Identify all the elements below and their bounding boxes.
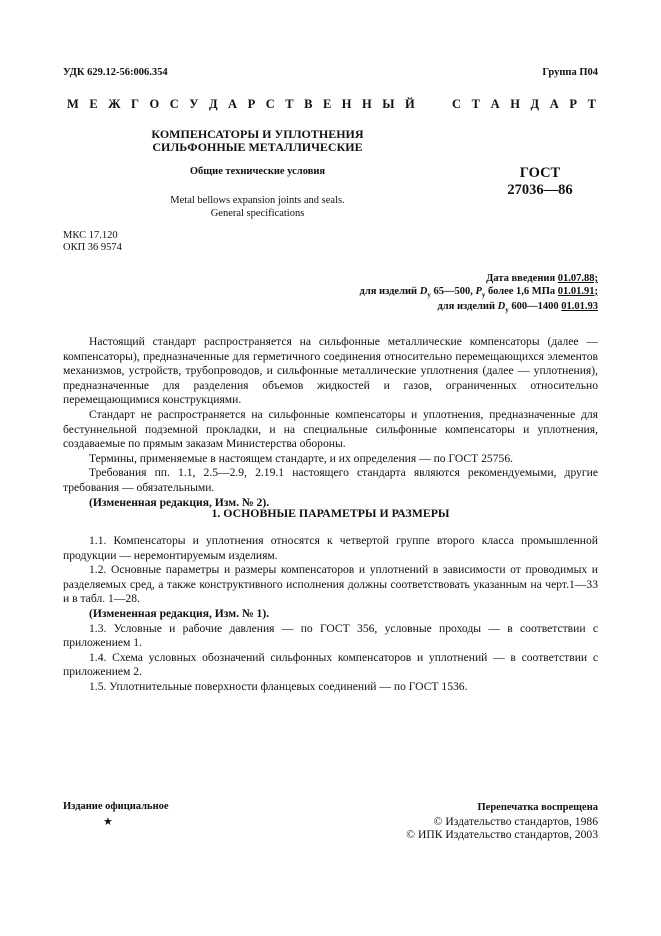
spaced-letter: Е [322,97,332,111]
section-1-body [63,534,598,695]
classification-codes [63,230,122,254]
date-line-3 [360,301,598,317]
date-3-range: 600—1400 [511,301,559,313]
copyright-block [406,801,598,842]
intro-amendment-note: (Измененная редакция, Изм. № 2). [89,495,270,509]
document-title [135,128,380,154]
clause-1-2-amendment-note: (Измененная редакция, Изм. № 1). [89,606,270,620]
spaced-letter: Н [510,97,520,111]
spaced-letter: В [304,97,313,111]
intro-paragraph-3: Термины, применяемые в настоящем стандарте, и их определения — по ГОСТ 25756. [89,451,514,465]
spaced-letter: М [67,97,79,111]
date-3-prefix: для изделий [437,301,496,313]
spaced-letter: С [265,97,275,111]
spaced-letter: А [228,97,238,111]
spaced-letter: С [452,97,462,111]
title-line-1: КОМПЕНСАТОРЫ И УПЛОТНЕНИЯ [151,127,364,141]
gost-designation [490,165,590,199]
date-2-dy-sub: y [427,290,431,299]
official-edition: Издание официальное [63,801,169,812]
spaced-letter: Т [587,97,596,111]
copyright-2003: © ИПК Издательство стандартов, 2003 [406,828,598,841]
date-3-dy-sub: y [505,306,509,315]
date-2-prefix: для изделий [359,285,418,297]
date-3-dy: D [497,301,506,313]
okp-code: ОКП 36 9574 [63,242,122,253]
spaced-letter: Р [247,97,256,111]
english-title [135,194,380,220]
english-title-line-2: General specifications [210,208,305,219]
spaced-letter: Й [405,97,415,111]
star-icon: ★ [103,816,113,828]
title-line-2: СИЛЬФОННЫЕ МЕТАЛЛИЧЕСКИЕ [152,140,363,154]
date-value-1: 01.07.88; [557,273,598,284]
spaced-letter: Н [362,97,372,111]
gost-number: 27036—86 [507,182,573,198]
section-1-heading: 1. ОСНОВНЫЕ ПАРАМЕТРЫ И РАЗМЕРЫ [211,506,450,520]
spaced-letter: Т [285,97,294,111]
intro-paragraph-1: Настоящий стандарт распространяется на сильфонные металлические компенсаторы (далее — компенсаторы), предназначенные для герметичного соединения относительно перемещающихся элементов механизмов, устройств, трубопроводов, и сильфонные металлические уплотнения (далее — уплотнения), предназначенные для разделения объемов жидкостей и газов, ограниченных относительно перемещающимися конструкциями. [63,335,598,407]
date-label: Дата введения [486,273,556,284]
english-title-line-1: Metal bellows expansion joints and seals. [170,195,345,206]
date-value-3: 01.01.93 [561,301,598,313]
date-2-suffix: более 1,6 МПа [487,285,556,297]
spaced-letter: Д [530,97,540,111]
spaced-letter: Е [89,97,98,111]
date-2-py-sub: y [481,290,486,299]
spaced-letter: А [490,97,500,111]
spaced-letter: Д [208,97,218,111]
date-2-py: P [475,285,482,297]
introduction-section [63,335,598,510]
mks-code: МКС 17.120 [63,230,118,241]
spaced-letter: Ж [108,97,121,111]
spaced-letter: Ы [382,97,395,111]
document-subtitle: Общие технические условия [189,166,326,177]
spaced-letter: Р [569,97,577,111]
date-line-2 [360,286,598,302]
spaced-letter: С [169,97,179,111]
udk-code: УДК 629.12-56:006.354 [63,67,168,78]
spaced-letter: У [189,97,199,111]
date-value-2: 01.01.91; [557,285,598,297]
clause-1-3: 1.3. Условные и рабочие давления — по ГОСТ 356, условные проходы — в соответствии с приложением 1. [63,621,598,650]
clause-1-1: 1.1. Компенсаторы и уплотнения относятся к четвертой группе второго класса промышленной продукции — неремонтируемым изделиям. [63,534,598,562]
clause-1-5: 1.5. Уплотнительные поверхности фланцевых соединений — по ГОСТ 1536. [89,679,468,693]
spaced-letter: Г [131,97,139,111]
standard-type-word2 [452,97,596,112]
clause-1-4: 1.4. Схема условных обозначений сильфонных компенсаторов и уплотнений — в соответствии с приложением 2. [63,650,598,679]
clause-1-2: 1.2. Основные параметры и размеры компенсаторов и уплотнений в зависимости от проводимых и разделяемых сред, а также конструктивного исполнения должны соответствовать указанным на черт.1—33 и в табл. 1—28. [63,563,598,606]
date-2-range: 65—500, [433,285,473,297]
copyright-1986: © Издательство стандартов, 1986 [433,814,598,828]
spaced-letter: Т [471,97,480,111]
spaced-letter: О [149,97,160,111]
standard-type-word1 [67,97,415,112]
introduction-dates [360,273,598,317]
date-line-1 [360,273,598,286]
gost-label: ГОСТ [519,165,561,181]
reprint-prohibited: Перепечатка воспрещена [477,802,598,813]
intro-paragraph-2: Стандарт не распространяется на сильфонные компенсаторы и уплотнения, предназначенные для бестуннельной подземной прокладки, и на специальные сильфонные компенсаторы и уплотнения, создаваемые по прямым заказам Министерства обороны. [63,407,598,451]
intro-paragraph-4: Требования пп. 1.1, 2.5—2.9, 2.19.1 настоящего стандарта являются рекомендуемыми, другие требования — обязательными. [63,466,598,494]
group-code: Группа П04 [542,67,598,78]
date-2-dy: D [419,285,428,297]
spaced-letter: Н [341,97,352,111]
spaced-letter: А [549,97,559,111]
